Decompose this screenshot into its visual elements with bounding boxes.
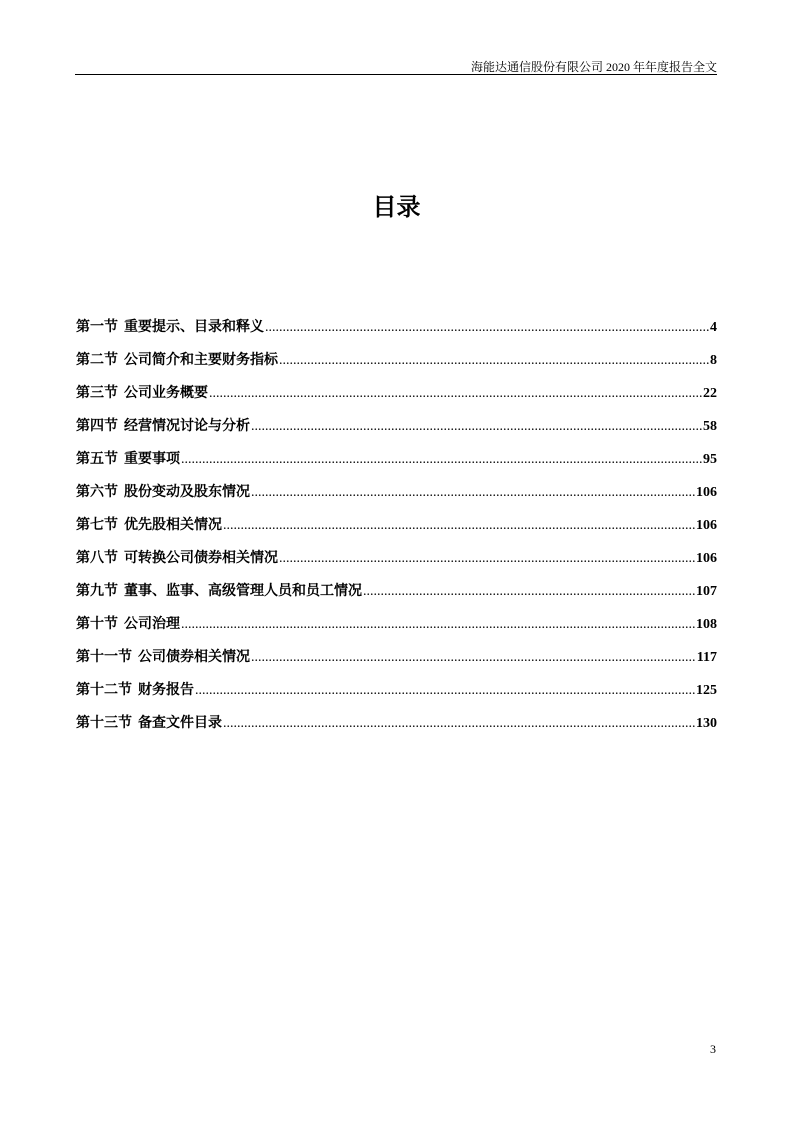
toc-entry-5[interactable] xyxy=(76,448,717,481)
toc-entry-label xyxy=(76,448,180,468)
toc-entry-label xyxy=(76,613,180,633)
toc-entry-6[interactable] xyxy=(76,481,717,514)
toc-section-number: 第十一节 xyxy=(76,649,132,665)
toc-leader-dots xyxy=(251,650,696,666)
toc-leader-dots xyxy=(279,551,695,567)
toc-leader-dots xyxy=(181,452,702,468)
toc-leader-dots xyxy=(251,419,702,435)
page-number: 3 xyxy=(710,1042,716,1056)
toc-leader-dots xyxy=(251,485,695,501)
toc-section-number: 第九节 xyxy=(76,583,118,599)
toc-entry-2[interactable] xyxy=(76,349,717,382)
header-divider xyxy=(75,74,717,75)
toc-section-number: 第四节 xyxy=(76,418,118,434)
toc-leader-dots xyxy=(181,617,695,633)
toc-page-number: 130 xyxy=(696,716,717,731)
toc-page-number: 58 xyxy=(703,419,717,434)
toc-section-title: 董事、监事、高级管理人员和员工情况 xyxy=(124,583,362,599)
toc-entry-label xyxy=(76,712,222,732)
toc-page-number: 107 xyxy=(696,584,717,599)
toc-entry-9[interactable] xyxy=(76,580,717,613)
toc-entry-13[interactable] xyxy=(76,712,717,745)
toc-section-number: 第五节 xyxy=(76,451,118,467)
toc-page-number: 106 xyxy=(696,551,717,566)
toc-leader-dots xyxy=(223,716,695,732)
toc-page-number: 125 xyxy=(696,683,717,698)
toc-entry-label xyxy=(76,415,250,435)
toc-section-number: 第七节 xyxy=(76,517,118,533)
toc-leader-dots xyxy=(223,518,695,534)
page-title: 目录 xyxy=(372,193,421,221)
toc-entry-label xyxy=(76,349,278,369)
toc-section-title: 重要事项 xyxy=(124,451,180,467)
toc-page-number: 106 xyxy=(696,518,717,533)
toc-section-number: 第八节 xyxy=(76,550,118,566)
toc-leader-dots xyxy=(363,584,695,600)
toc-leader-dots xyxy=(279,353,709,369)
toc-section-number: 第一节 xyxy=(76,319,118,335)
toc-section-title: 公司简介和主要财务指标 xyxy=(124,352,278,368)
toc-section-number: 第十节 xyxy=(76,616,118,632)
toc-entry-3[interactable] xyxy=(76,382,717,415)
table-of-contents xyxy=(76,316,717,745)
toc-section-number: 第十二节 xyxy=(76,682,132,698)
toc-entry-11[interactable] xyxy=(76,646,717,679)
toc-entry-10[interactable] xyxy=(76,613,717,646)
toc-section-number: 第十三节 xyxy=(76,715,132,731)
running-header: 海能达通信股份有限公司 2020 年年度报告全文 xyxy=(470,60,717,74)
toc-section-title: 重要提示、目录和释义 xyxy=(124,319,264,335)
toc-page-number: 4 xyxy=(710,320,717,335)
toc-entry-12[interactable] xyxy=(76,679,717,712)
toc-entry-label xyxy=(76,580,362,600)
toc-page-number: 95 xyxy=(703,452,717,467)
toc-entry-label xyxy=(76,646,250,666)
toc-leader-dots xyxy=(265,320,709,336)
toc-page-number: 8 xyxy=(710,353,717,368)
toc-section-title: 股份变动及股东情况 xyxy=(124,484,250,500)
toc-page-number: 117 xyxy=(696,650,717,665)
toc-section-title: 公司债券相关情况 xyxy=(138,649,250,665)
toc-leader-dots xyxy=(195,683,695,699)
toc-section-title: 财务报告 xyxy=(138,682,194,698)
toc-entry-8[interactable] xyxy=(76,547,717,580)
toc-page-number: 108 xyxy=(696,617,717,632)
toc-entry-label xyxy=(76,382,208,402)
toc-entry-label xyxy=(76,514,222,534)
toc-leader-dots xyxy=(209,386,702,402)
toc-page-number: 22 xyxy=(703,386,717,401)
toc-page-number: 106 xyxy=(696,485,717,500)
toc-section-title: 公司业务概要 xyxy=(124,385,208,401)
toc-section-title: 经营情况讨论与分析 xyxy=(124,418,250,434)
toc-entry-label xyxy=(76,481,250,501)
toc-entry-1[interactable] xyxy=(76,316,717,349)
toc-entry-label xyxy=(76,679,194,699)
toc-entry-label xyxy=(76,547,278,567)
toc-section-title: 优先股相关情况 xyxy=(124,517,222,533)
toc-entry-label xyxy=(76,316,264,336)
toc-section-title: 公司治理 xyxy=(124,616,180,632)
toc-section-title: 可转换公司债券相关情况 xyxy=(124,550,278,566)
toc-entry-7[interactable] xyxy=(76,514,717,547)
toc-section-number: 第三节 xyxy=(76,385,118,401)
toc-section-number: 第六节 xyxy=(76,484,118,500)
toc-section-title: 备查文件目录 xyxy=(138,715,222,731)
toc-section-number: 第二节 xyxy=(76,352,118,368)
toc-entry-4[interactable] xyxy=(76,415,717,448)
